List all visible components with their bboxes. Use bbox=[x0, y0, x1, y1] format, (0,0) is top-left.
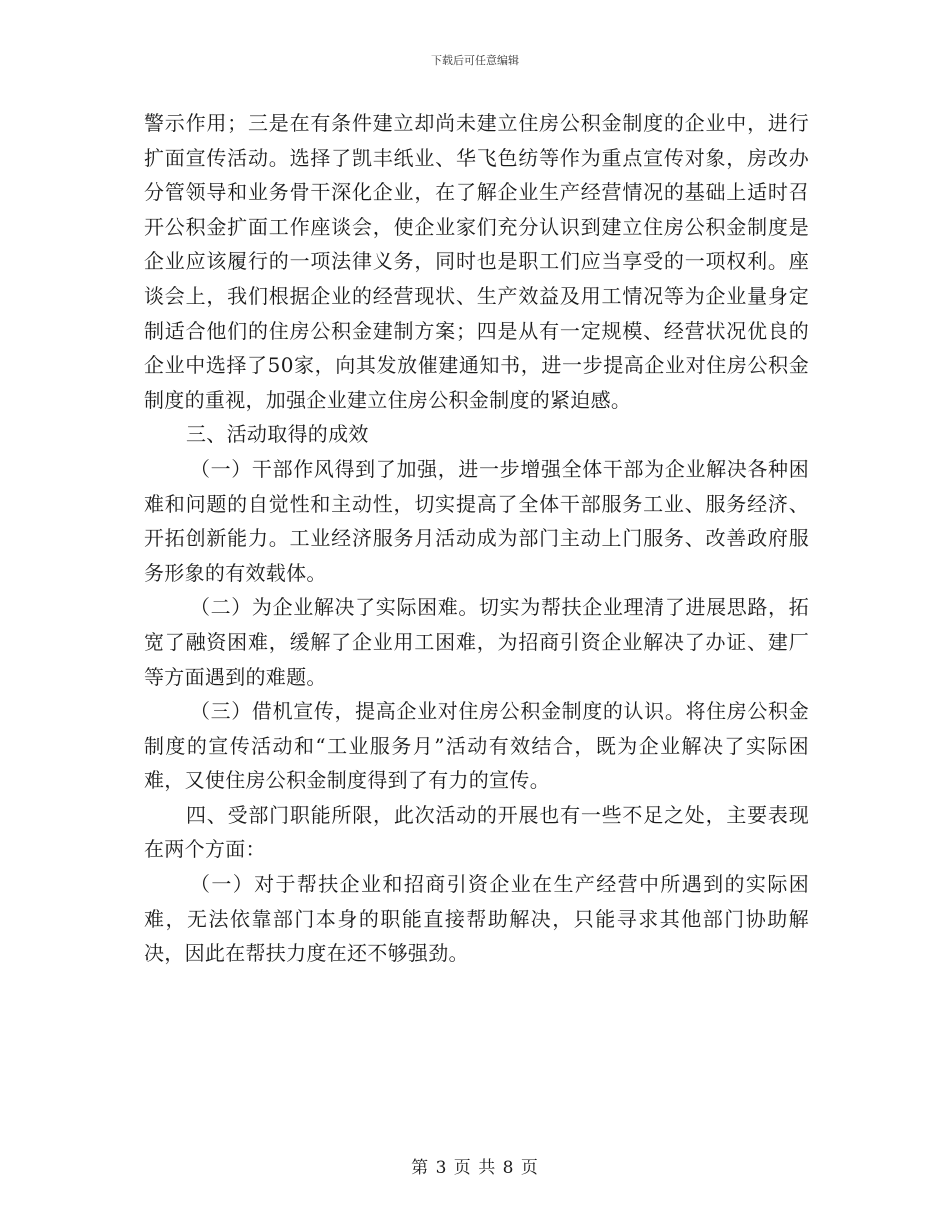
paragraph-result-2: （二）为企业解决了实际困难。切实为帮扶企业理清了进展思路，拓宽了融资困难，缓解了企业用工困难，为招商引资企业解决了办证、建厂等方面遇到的难题。 bbox=[144, 595, 809, 689]
paragraph-shortcoming-1: （一）对于帮扶企业和招商引资企业在生产经营中所遇到的实际困难，无法依靠部门本身的职能直接帮助解决，只能寻求其他部门协助解决，因此在帮扶力度在还不够强劲。 bbox=[144, 872, 809, 966]
section-heading-results: 三、活动取得的成效 bbox=[186, 422, 369, 447]
paragraph-warning-effect: 警示作用；三是在有条件建立却尚未建立住房公积金制度的企业中，进行扩面宣传活动。选择了凯丰纸业、华飞色纺等作为重点宣传对象，房改办分管领导和业务骨干深化企业，在了解企业生产经营情况的基础上适时召开公积金扩面工作座谈会，使企业家们充分认识到建立住房公积金制度是企业应该履行的一项法律义务，同时也是职工们应当享受的一项权利。座谈会上，我们根据企业的经营现状、生产效益及用工情况等为企业量身定制适合他们的住房公积金建制方案；四是从有一定规模、经营状况优良的企业中选择了50家，向其发放催建通知书，进一步提高企业对住房公积金制度的重视，加强企业建立住房公积金制度的紧迫感。 bbox=[144, 111, 809, 412]
section-heading-shortcomings: 四、受部门职能所限，此次活动的开展也有一些不足之处，主要表现在两个方面： bbox=[144, 802, 809, 862]
page-number: 第 3 页 共 8 页 bbox=[411, 1158, 539, 1178]
paragraph-result-3: （三）借机宣传，提高企业对住房公积金制度的认识。将住房公积金制度的宣传活动和“工业服务月”活动有效结合，既为企业解决了实际困难，又使住房公积金制度得到了有力的宣传。 bbox=[144, 699, 809, 793]
paragraph-result-1: （一）干部作风得到了加强，进一步增强全体干部为企业解决各种困难和问题的自觉性和主动性，切实提高了全体干部服务工业、服务经济、开拓创新能力。工业经济服务月活动成为部门主动上门服务、改善政府服务形象的有效载体。 bbox=[144, 456, 809, 585]
header-note: 下载后可任意编辑 bbox=[431, 54, 519, 67]
document-body bbox=[144, 106, 809, 971]
